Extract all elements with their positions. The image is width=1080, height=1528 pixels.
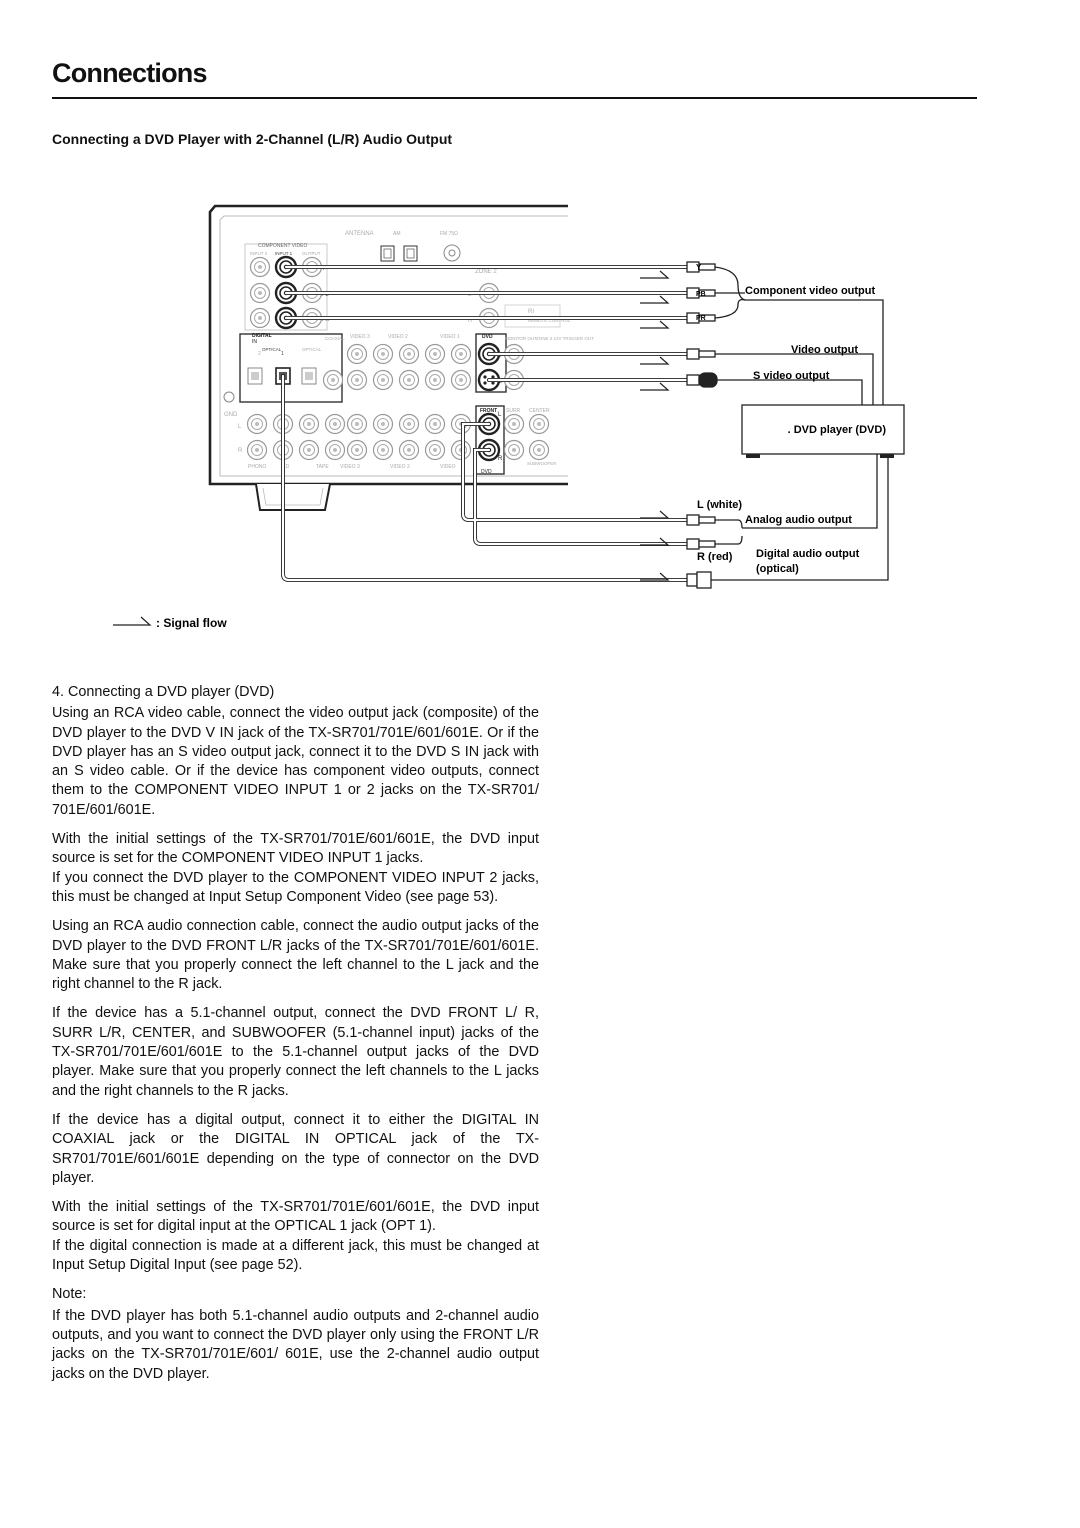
paragraph-component-input2: If you connect the DVD player to the COMPONENT VIDEO INPUT 2 jacks, this must be changed at Input Setup Component Video (see page 53). [52, 869, 539, 905]
label-optical-2: 2 [258, 351, 261, 357]
paragraph-initial-component-setting: With the initial settings of the TX-SR701/701E/601/601E, the DVD input source is set for the COMPONENT VIDEO INPUT 1 jacks. [52, 831, 539, 867]
label-gnd: GND [224, 412, 238, 418]
label-video2-bottom: VIDEO 2 [390, 464, 410, 470]
signal-flow-arrow-icon [113, 617, 150, 625]
label-tape: TAPE [316, 464, 329, 470]
analog-audio-output-label: Analog audio output [745, 514, 852, 526]
label-center: CENTER [529, 408, 550, 414]
paragraph-video-connection: Using an RCA video cable, connect the video output jack (composite) of the DVD player to the DVD V IN jack of the TX-SR701/701E/601/601E. Or if the DVD player has an S video output jack, connect it to the DVD S IN jack with an S video cable. Or if the device has component video outputs, connect them to the COMPONENT VIDEO INPUT 1 or 2 jacks on the TX-SR701/ 701E/601/601E. [52, 705, 539, 818]
label-output: OUTPUT [302, 251, 321, 256]
label-front-l: L [498, 412, 502, 418]
connection-diagram [0, 190, 1080, 640]
s-video-output-label: S video output [753, 370, 830, 382]
label-digital-in: IN [252, 339, 257, 345]
paragraph-audio-connection: Using an RCA audio connection cable, connect the audio output jacks of the DVD player to the DVD FRONT L/R jacks of the TX-SR701/701E/601/601E. Make sure that you properly connect the left channel to the L jack and the right channel to the R jack. [52, 918, 539, 993]
label-surr: SURR [506, 408, 521, 414]
section-heading: Connecting a DVD Player with 2-Channel (L/R) Audio Output [52, 131, 453, 147]
paragraph-digital-change: If the digital connection is made at a different jack, this must be changed at Input Setup Digital Input (see page 52). [52, 1237, 539, 1274]
video-output-label: Video output [790, 344, 858, 356]
optical-label: (optical) [756, 563, 799, 575]
digital-audio-output-label: Digital audio output [756, 548, 860, 560]
paragraph-digital-output: If the device has a digital output, connect it to either the DIGITAL IN COAXIAL jack or the DIGITAL IN OPTICAL jack of the TX-SR701/701E/601/601E depending on the type of connector on the DVD player. [52, 1111, 539, 1186]
paragraph-5-1-channel: If the device has a 5.1-channel output, connect the DVD FRONT L/ R, SURR L/R, CENTER, and SUBWOOFER (5.1-channel input) jacks of the TX-SR701/701E/601/601E to the 5.1-channel output jacks of the DVD player. Make sure that you properly connect the left channels to the L jacks and the right channels to the R jacks. [52, 1005, 539, 1099]
component-video-output-label: Component video output [745, 285, 876, 297]
page-title: Connections [52, 58, 207, 88]
dvd-player-label: . DVD player (DVD) [787, 424, 886, 436]
note-text: If the DVD player has both 5.1-channel audio outputs and 2-channel audio outputs, and you want to connect the DVD player only using the FRONT L/R jacks on the TX-SR701/701E/601/ 601E, use the 2-channel audio output jacks on the DVD player. [52, 1307, 539, 1382]
title-rule [52, 97, 977, 99]
note-label: Note: [52, 1286, 87, 1303]
label-r: R [468, 318, 473, 324]
receiver-back-panel [210, 206, 594, 510]
label-component-video: COMPONENT VIDEO [258, 243, 308, 249]
body-text [52, 683, 539, 1394]
label-remote-control: REMOTE CONTROL [528, 318, 571, 323]
label-optical: OPTICAL [262, 347, 282, 352]
label-video-bottom: VIDEO [440, 464, 456, 470]
label-bottom-l: L [238, 424, 242, 430]
r-red-label: R (red) [697, 551, 733, 563]
label-y: Y [322, 266, 326, 272]
signal-flow-legend-label: : Signal flow [156, 616, 227, 630]
label-zone2-12v: ZONE 2 12V TRIGGER OUT [536, 336, 594, 341]
label-cd: CD [282, 464, 290, 470]
step-title: 4. Connecting a DVD player (DVD) [52, 684, 275, 700]
l-white-label: L (white) [697, 499, 743, 511]
dvd-label-y: Y [696, 263, 702, 272]
label-video2: VIDEO 2 [388, 334, 408, 340]
label-coaxial: COAXIAL [325, 336, 345, 341]
label-optical-1: 1 [281, 351, 284, 357]
label-optical-out: OPTICAL [302, 347, 322, 352]
label-fm: FM 75Ω [440, 231, 458, 237]
label-pb: PB [322, 292, 329, 298]
label-dvd: DVD [482, 334, 493, 340]
label-pr: PR [322, 317, 329, 323]
label-video3: VIDEO 3 [350, 334, 370, 340]
dvd-label-pr: PR [696, 315, 706, 322]
label-am: AM [393, 231, 401, 237]
label-phono: PHONO [248, 464, 267, 470]
label-video1: VIDEO 1 [440, 334, 460, 340]
label-l: L [468, 292, 472, 298]
label-monitor-out: MONITOR OUT [505, 336, 537, 341]
label-video3-bottom: VIDEO 3 [340, 464, 360, 470]
dvd-label-pb: PB [696, 291, 706, 298]
dvd-player-side [687, 262, 904, 588]
label-bottom-r: R [238, 448, 243, 454]
label-input2: INPUT 2 [250, 251, 268, 256]
label-front: FRONT [480, 408, 498, 414]
label-dvd-bottom: DVD [481, 469, 492, 475]
label-zone2: ZONE 2 [475, 269, 497, 275]
label-s: S [498, 379, 503, 385]
label-ri: RI [528, 309, 534, 315]
label-digital: DIGITAL [252, 333, 272, 339]
label-front-r: R [498, 456, 503, 462]
label-v: V [498, 353, 503, 359]
label-input1: INPUT 1 [275, 251, 293, 256]
label-antenna: ANTENNA [345, 231, 374, 237]
label-subwoofer: SUBWOOFER [527, 461, 557, 466]
signal-flow-legend [113, 616, 227, 630]
paragraph-initial-digital-setting: With the initial settings of the TX-SR701/701E/601/601E, the DVD input source is set for digital input at the OPTICAL 1 jack (OPT 1). [52, 1199, 539, 1235]
